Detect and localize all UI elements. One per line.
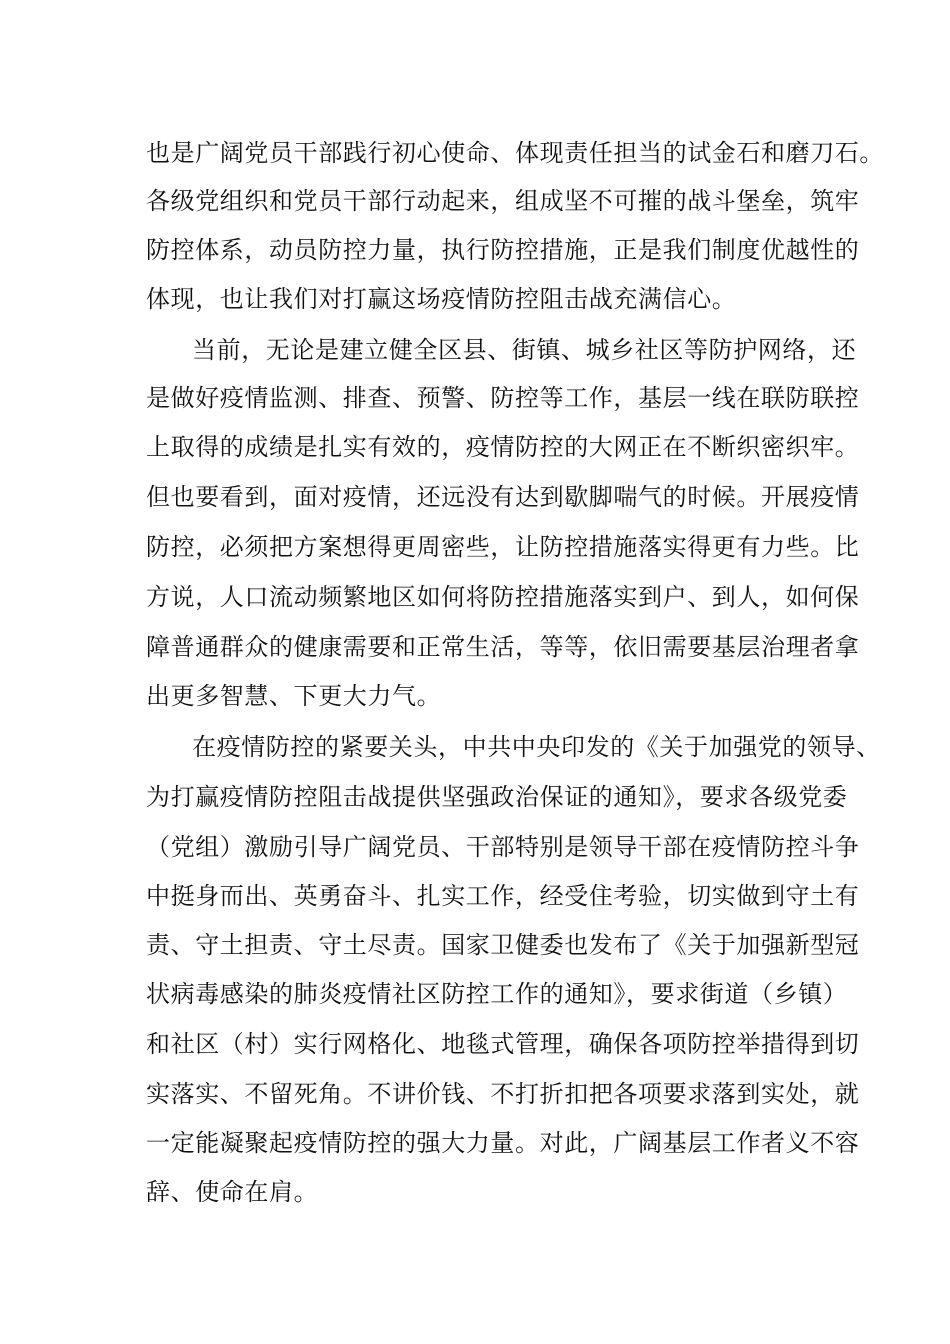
text-line: 责、守土担责、守土尽责。国家卫健委也发布了《关于加强新型冠 [146, 931, 860, 959]
text-line: 实落实、不留死角。不讲价钱、不打折扣把各项要求落到实处，就 [146, 1080, 860, 1108]
text-line: 和社区（村）实行网格化、地毯式管理，确保各项防控举措得到切 [146, 1030, 860, 1058]
text-line: 出更多智慧、下更大力气。 [146, 682, 442, 710]
text-line: 上取得的成绩是扎实有效的，疫情防控的大网正在不断织密织牢。 [146, 433, 860, 461]
text-line: 状病毒感染的肺炎疫情社区防控工作的通知》，要求街道（乡镇） [146, 980, 848, 1008]
text-line: 障普通群众的健康需要和正常生活，等等，依旧需要基层治理者拿 [146, 633, 860, 661]
text-line: 为打赢疫情防控阻击战提供坚强政治保证的通知》，要求各级党委 [146, 783, 848, 811]
text-line: 一定能凝聚起疫情防控的强大力量。对此，广阔基层工作者义不容 [146, 1129, 860, 1157]
text-line: 防控体系，动员防控力量，执行防控措施，正是我们制度优越性的 [146, 236, 860, 264]
paragraph-start-line: 在疫情防控的紧要关头，中共中央印发的《关于加强党的领导、 [192, 733, 881, 761]
text-line: 体现，也让我们对打赢这场疫情防控阻击战充满信心。 [146, 285, 737, 313]
text-line: 是做好疫情监测、排查、预警、防控等工作，基层一线在联防联控 [146, 384, 860, 412]
text-line: 也是广阔党员干部践行初心使命、体现责任担当的试金石和磨刀石。 [146, 139, 884, 167]
text-line: 各级党组织和党员干部行动起来，组成坚不可摧的战斗堡垒，筑牢 [146, 187, 860, 215]
text-line: 方说，人口流动频繁地区如何将防控措施落实到户、到人，如何保 [146, 583, 860, 611]
text-line: 但也要看到，面对疫情，还远没有达到歇脚喘气的时候。开展疫情 [146, 483, 860, 511]
text-line: 辞、使命在肩。 [146, 1178, 319, 1206]
text-line: 中挺身而出、英勇奋斗、扎实工作，经受住考验，切实做到守土有 [146, 882, 860, 910]
text-line: 防控，必须把方案想得更周密些，让防控措施落实得更有力些。比 [146, 533, 860, 561]
paragraph-start-line: 当前，无论是建立健全区县、街镇、城乡社区等防护网络，还 [192, 336, 857, 364]
text-line: （党组）激励引导广阔党员、干部特别是领导干部在疫情防控斗争 [146, 833, 860, 861]
